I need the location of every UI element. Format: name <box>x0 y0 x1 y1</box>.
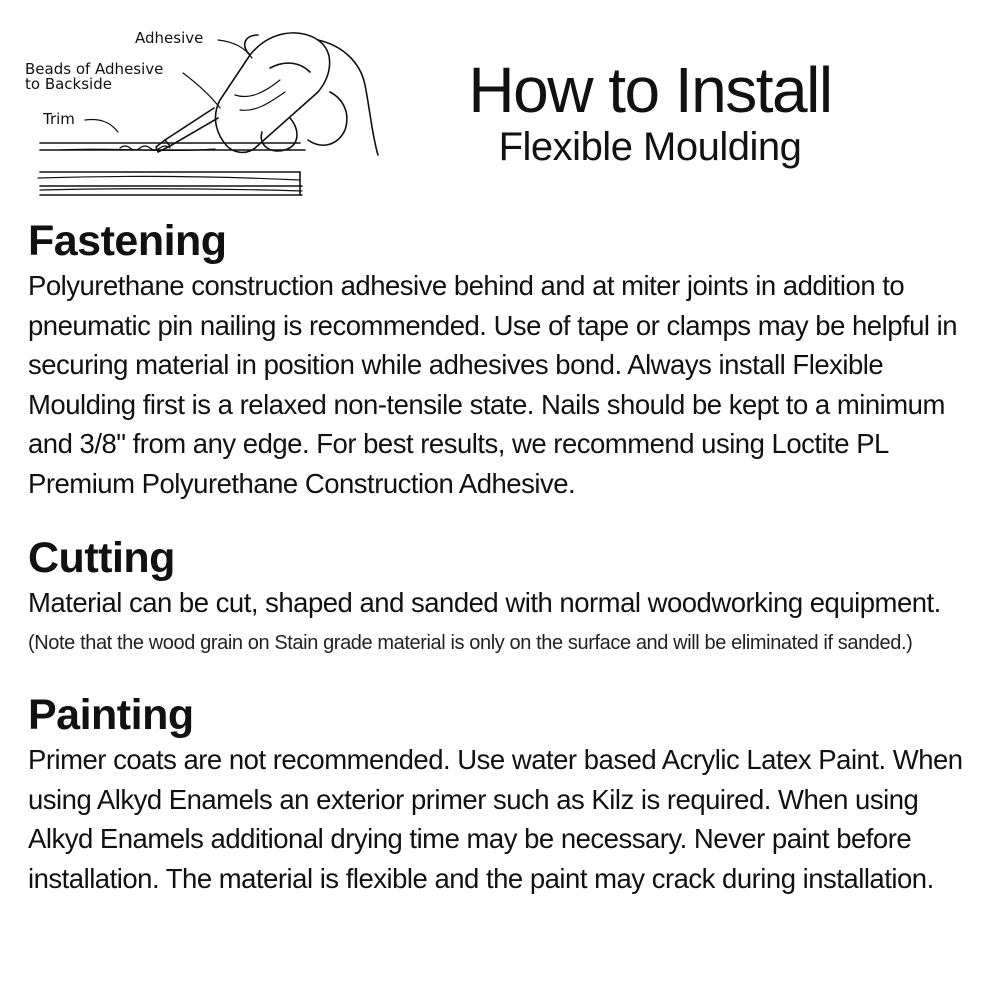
fastening-heading: Fastening <box>28 217 227 265</box>
painting-heading: Painting <box>28 691 194 739</box>
cutting-section <box>28 533 978 658</box>
cutting-heading: Cutting <box>28 534 175 582</box>
adhesive-application-illustration <box>0 0 400 215</box>
page-title-block <box>440 55 860 169</box>
page-title: How to Install <box>468 54 832 126</box>
cutting-text: Material can be cut, shaped and sanded with normal woodworking equipment. <box>28 587 941 618</box>
cutting-note: (Note that the wood grain on Stain grade material is only on the surface and will be eliminated if sanded.) <box>28 631 913 654</box>
page-subtitle: Flexible Moulding <box>498 125 802 169</box>
painting-text: Primer coats are not recommended. Use water based Acrylic Latex Paint. When using Alkyd Enamels an exterior primer such as Kilz is required. When using Alkyd Enamels additional drying time may be necessary. Never paint before installation. The material is flexible and the paint may crack during installation. <box>28 744 963 894</box>
painting-section <box>28 690 978 898</box>
fastening-text: Polyurethane construction adhesive behind and at miter joints in addition to pneumatic pin nailing is recommended. Use of tape or clamps may be helpful in securing material in position while adhesives bond. Always install Flexible Moulding first is a relaxed non-tensile state. Nails should be kept to a minimum and 3/8" from any edge. For best results, we recommend using Loctite PL Premium Polyurethane Construction Adhesive. <box>28 270 958 499</box>
trim-label: Trim <box>43 110 75 128</box>
fastening-section <box>28 216 978 503</box>
adhesive-label: Adhesive <box>135 29 204 47</box>
beads-of-adhesive-label: Beads of Adhesive to Backside <box>25 60 164 93</box>
